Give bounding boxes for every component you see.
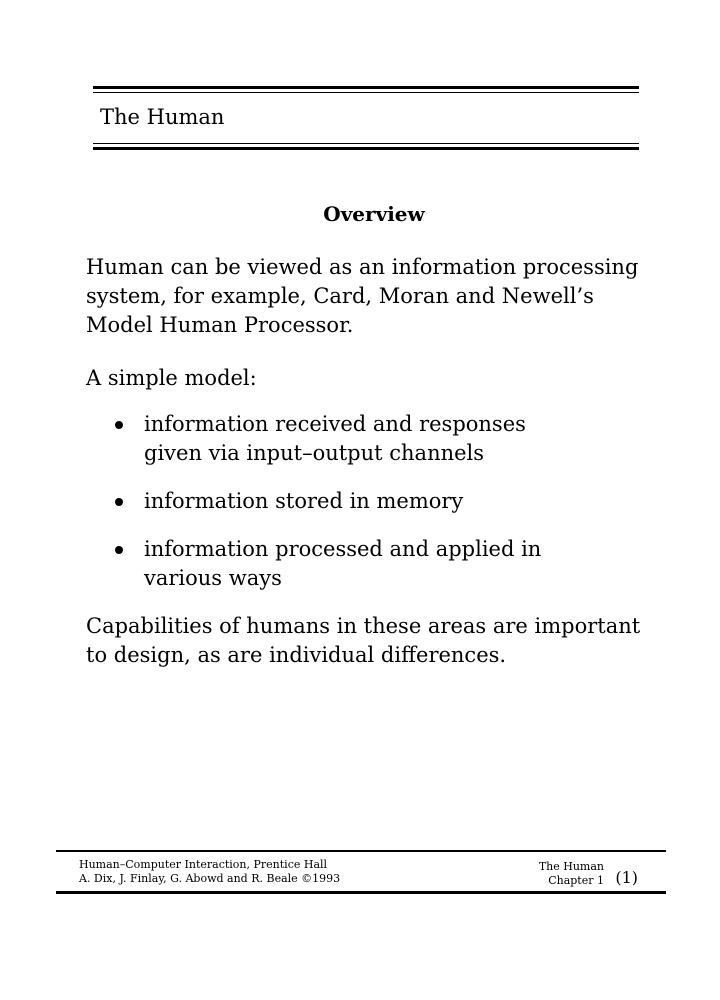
bullet-icon xyxy=(115,546,123,554)
bullet-text: information processed and applied in various ways xyxy=(144,537,542,590)
footer-chapter: Chapter 1 xyxy=(548,874,604,887)
section-title: Overview xyxy=(323,202,425,226)
model-bullet-list xyxy=(86,410,646,593)
bullet-text: information received and responses given via input–output channels xyxy=(144,412,526,465)
bullet-text: information stored in memory xyxy=(144,489,464,513)
list-item xyxy=(86,410,584,468)
footer-authors: A. Dix, J. Finlay, G. Abowd and R. Beale ©1993 xyxy=(79,872,341,885)
header-bottom-rule xyxy=(93,143,639,150)
conclusion-paragraph: Capabilities of humans in these areas are important to design, as are individual differences. xyxy=(86,614,641,667)
slide-body xyxy=(86,200,646,687)
header-title: The Human xyxy=(100,105,225,129)
bullet-icon xyxy=(115,421,123,429)
intro-paragraph: Human can be viewed as an information processing system, for example, Card, Moran and Newell’s Model Human Processor. xyxy=(86,255,639,337)
model-lead-paragraph: A simple model: xyxy=(86,366,257,390)
footer-credits xyxy=(79,858,340,886)
page-number: (1) xyxy=(615,868,638,887)
footer-publisher: Human–Computer Interaction, Prentice Hall xyxy=(79,858,328,871)
list-item xyxy=(86,535,584,593)
slide-footer xyxy=(56,850,666,894)
bullet-icon xyxy=(115,498,123,506)
header-top-rule xyxy=(93,86,639,93)
footer-topic: The Human xyxy=(538,860,604,873)
footer-chapter-info xyxy=(539,860,604,888)
slide-header xyxy=(93,86,639,150)
list-item xyxy=(86,487,584,516)
